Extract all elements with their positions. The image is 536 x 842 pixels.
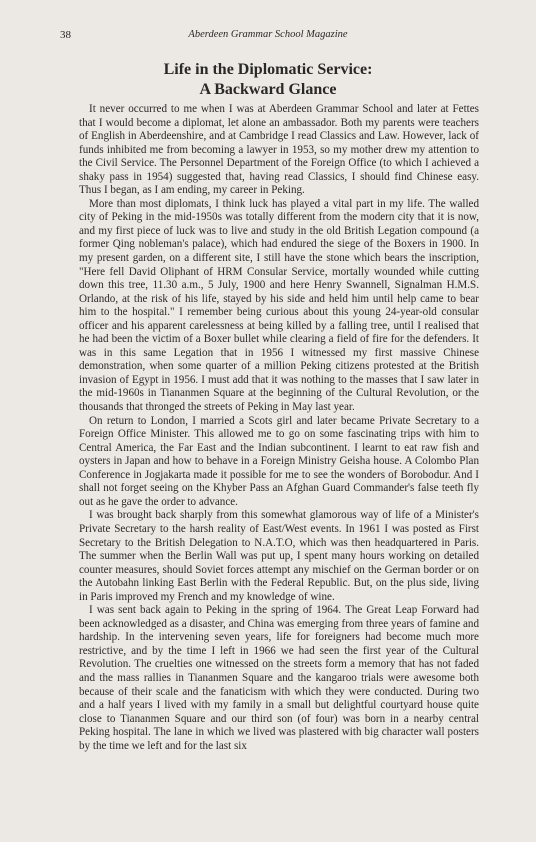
running-head: Aberdeen Grammar School Magazine: [188, 29, 348, 40]
title-line-2: A Backward Glance: [199, 81, 337, 98]
paragraph: On return to London, I married a Scots girl and later became Private Secretary to a Foreign Office Minister. This allowed me to go on some fascinating trips with him to Central America, the Far East and the Indian subcontinent. I learnt to eat raw fish and oysters in Japan and how to behave in a Foreign Ministry Geisha house. A Colombo Plan Conference in Jogjakarta made it possible for me to see the wonders of Borobodur. And I shall not forget seeing on the Khyber Pass an Afghan Guard Commander's false teeth fly out as he gave the order to advance.: [79, 414, 479, 508]
paragraph: I was sent back again to Peking in the spring of 1964. The Great Leap Forward had been acknowledged as a disaster, and China was emerging from three years of famine and hardship. In the intervening seven years, life for foreigners had become much more restrictive, and by the time I left in 1966 we had seen the first year of the Cultural Revolution. The cruelties one witnessed on the streets form a memory that has not faded and the mass rallies in Tiananmen Square and the kangaroo trials were awesome both because of their scale and the fanaticism with which they were conducted. During two and a half years I lived with my family in a small but delightful courtyard house quite close to Tiananmen Square and our third son (of four) was born in a nearby central Peking hospital. The lane in which we lived was plastered with big character wall posters by the time we left and for the last six: [79, 604, 479, 752]
page-header: [60, 29, 476, 43]
article-body: [79, 103, 479, 753]
paragraph: I was brought back sharply from this somewhat glamorous way of life of a Minister's Private Secretary to the harsh reality of East/West events. In 1961 I was posted as First Secretary to the British Delegation to N.A.T.O, which was then headquartered in Paris. The summer when the Berlin Wall was put up, I spent many hours working on detailed counter measures, should Soviet forces attempt any mischief on the German border or on the Autobahn linking East Berlin with the Federal Republic. But, on the plus side, living in Paris improved my French and my knowledge of wine.: [79, 509, 479, 603]
page-number: 38: [60, 29, 71, 41]
title-line-1: Life in the Diplomatic Service:: [163, 61, 373, 78]
paragraph: It never occurred to me when I was at Aberdeen Grammar School and later at Fettes that I would become a diplomat, let alone an ambassador. Both my parents were teachers of English in Aberdeenshire, and at Cambridge I read Classics and Law. However, lack of funds inhibited me from becoming a lawyer in 1953, so my mother drew my attention to the Civil Service. The Personnel Department of the Foreign Office (to which I achieved a shaky pass in 1954) suggested that, having read Classics, I should find Chinese easy. Thus I began, as I am ending, my career in Peking.: [79, 103, 479, 197]
article-title: [60, 60, 476, 100]
paragraph: More than most diplomats, I think luck has played a vital part in my life. The walled city of Peking in the mid-1950s was totally different from the modern city that it is now, and my first piece of luck was to live and study in the old British Legation compound (a former Qing nobleman's palace), which had endured the siege of the Boxers in 1900. In my present garden, on a different site, I still have the stone which bears the inscription, "Here fell David Oliphant of HRM Consular Service, mortally wounded while cutting down this tree, 11.30 a.m., 5 July, 1900 and here Henry Swannell, Signalman H.M.S. Orlando, at the risk of his life, stayed by his side and held him until help came to bear him to the hospital." I remember being curious about this young 24-year-old consular officer and his apparent carelessness at being killed by a falling tree, until I realised that he had been the victim of a Boxer bullet while clearing a field of fire for the defenders. It was in this same Legation that in 1956 I witnessed my first massive Chinese demonstration, when some quarter of a million Peking citizens protested at the British invasion of Egypt in 1956. I must add that it was nothing to the masses that I saw later in the mid-1960s in Tiananmen Square at the beginning of the Cultural Revolution, or the thousands that thronged the streets of Peking in May last year.: [79, 197, 479, 414]
